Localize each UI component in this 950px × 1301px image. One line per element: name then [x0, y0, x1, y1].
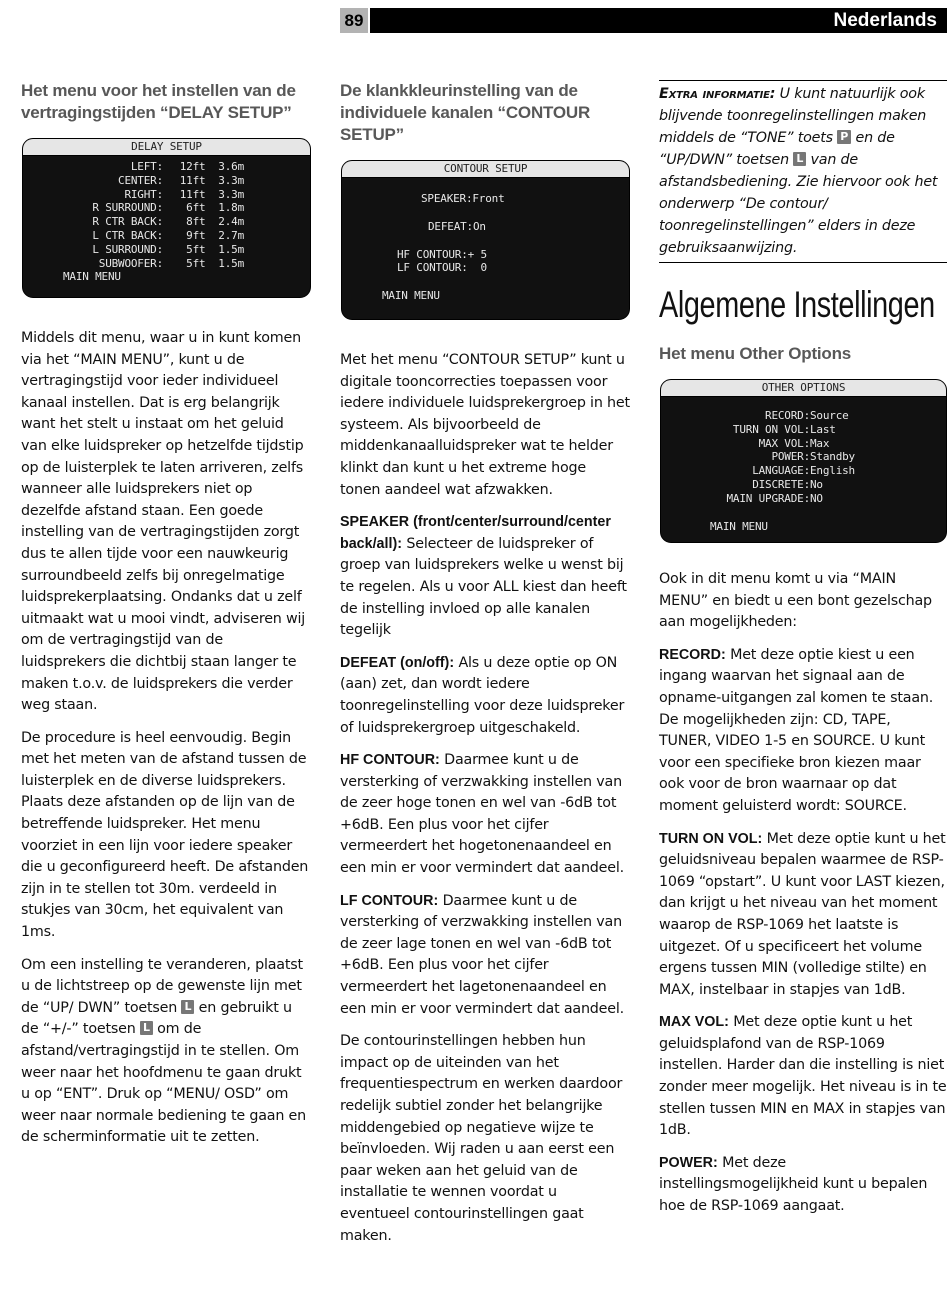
- language-label: Nederlands: [833, 10, 937, 31]
- osd-title: DELAY SETUP: [23, 139, 310, 156]
- osd-row: DEFEAT:On: [428, 219, 486, 233]
- column-general-settings: [659, 80, 947, 1229]
- extra-info-heading: Extra informatie:: [659, 86, 776, 102]
- osd-row: SUBWOOFER: 5ft 1.5m: [98, 256, 244, 270]
- page-number: 89: [340, 8, 368, 33]
- contour-paragraph-last: De contourinstellingen hebben hun impact op de uiteinden van het frequentiespectrum en werken daardoor redelijk subtiel zonder het belangrijke middengebied op negatieve wijze te beïnvloeden. Wij raden u aan eerst een paar weken aan het geluid van de installatie te wennen voordat u eventueel contourinstellingen gaat maken.: [340, 1033, 623, 1244]
- osd-row: L SURROUND: 5ft 1.5m: [92, 242, 244, 256]
- hf-contour-option: HF CONTOUR: Daarmee kunt u de versterking of verzwakking instellen van de zeer hoge tonen en wel van -6dB tot +6dB. Een plus voor het cijfer vermeerdert het hogetonenaandeel en een min er voor vermindert dat aandeel.: [340, 752, 624, 877]
- osd-body: [661, 397, 946, 543]
- delay-paragraph-3: Om een instelling te veranderen, plaatst u de lichtstreep op de gewenste lijn met de “UP/ DWN” toetsen L en gebruikt u de “+/-” toetsen L om de afstand/vertragingstijd in te stellen. Om weer naar het hoofdmenu te gaan drukt u op “ENT”. Druk op “MENU/ OSD” om weer naar normale bediening te gaan en de scherminformatie uit te zetten.: [21, 956, 306, 1146]
- osd-row: LANGUAGE:English: [752, 464, 855, 478]
- osd-row: CENTER: 11ft 3.3m: [118, 173, 244, 187]
- osd-body: [342, 178, 629, 313]
- contour-heading: De klankkleurinstelling van de individuele kanalen “CONTOUR SETUP”: [340, 81, 591, 144]
- osd-row: RECORD:Source: [765, 409, 849, 422]
- osd-title: OTHER OPTIONS: [661, 380, 946, 397]
- other-options-heading: Het menu Other Options: [659, 344, 852, 363]
- osd-row: R CTR BACK: 8ft 2.4m: [92, 215, 244, 229]
- osd-row: R SURROUND: 6ft 1.8m: [92, 201, 244, 215]
- column-contour-setup: [340, 80, 630, 1258]
- osd-row: MAIN UPGRADE:NO: [726, 491, 823, 505]
- osd-footer: MAIN MENU: [710, 519, 768, 533]
- osd-footer: MAIN MENU: [63, 270, 121, 284]
- osd-row: TURN ON VOL:Last: [732, 422, 836, 436]
- other-options-intro: Ook in dit menu komt u via “MAIN MENU” en biedt u een bont gezelschap aan mogelijkheden:: [659, 571, 932, 631]
- osd-row: SPEAKER:Front: [421, 192, 505, 205]
- osd-row: DISCRETE:No: [752, 477, 823, 491]
- section-title: Algemene Instellingen: [659, 284, 935, 325]
- remote-key-icon: P: [837, 130, 851, 144]
- osd-title: CONTOUR SETUP: [342, 161, 629, 178]
- osd-row: L CTR BACK: 9ft 2.7m: [92, 228, 244, 242]
- osd-row: POWER:Standby: [771, 450, 855, 464]
- header-bar: [370, 8, 947, 33]
- max-vol-option: MAX VOL: Met deze optie kunt u het geluidsplafond van de RSP-1069 instellen. Harder dan die instelling is niet zonder meer mogelijk. Het niveau is in te stellen tussen MIN en MAX in stapjes van 1dB.: [659, 1014, 947, 1139]
- delay-heading: Het menu voor het instellen van de vertragingstijden “DELAY SETUP”: [21, 81, 296, 122]
- record-option: RECORD: Met deze optie kiest u een ingang waarvan het signaal aan de opname-uitgangen zal komen te staan. De mogelijkheden zijn: CD, TAPE, TUNER, VIDEO 1-5 en SOURCE. U kunt voor een specifieke bron kiezen maar ook voor de bron waarnaar op dat moment geluisterd wordt: SOURCE.: [659, 646, 934, 814]
- osd-row: LEFT: 12ft 3.6m: [130, 160, 244, 173]
- osd-row: LF CONTOUR: 0: [397, 261, 487, 275]
- remote-key-icon: L: [793, 152, 806, 166]
- osd-body: [23, 156, 310, 294]
- delay-paragraph-2: De procedure is heel eenvoudig. Begin met het meten van de afstand tussen de luisterplek en de diverse luidsprekers. Plaats deze afstanden op de lijn van de betreffende luidspreker. Het menu voorziet in een lijn voor iedere speaker die u geconfigureerd heeft. De afstanden zijn in te stellen tot 30m. verdeeld in stukjes van 30cm, het equivalent van 1ms.: [21, 729, 309, 941]
- turn-on-vol-option: TURN ON VOL: Met deze optie kunt u het geluidsniveau bepalen waarmee de RSP-1069 “opstart”. U kunt voor LAST kiezen, dan krijgt u het niveau van het moment waarop de RSP-1069 het laatste is uitgezet. Of u specificeert het volume ergens tussen MIN (volledige stilte) en MAX, instelbaar in stapjes van 1dB.: [659, 830, 946, 998]
- contour-paragraph-1: Met het menu “CONTOUR SETUP” kunt u digitale tooncorrecties toepassen voor iedere individuele luidsprekergroep in het systeem. Als bijvoorbeeld de middenkanaalluidspreker wat te helder klinkt dan kunt u het extreme hoge tonen aandeel wat afzwakken.: [340, 352, 630, 498]
- osd-footer: MAIN MENU: [382, 289, 440, 303]
- power-option: POWER: Met deze instellingsmogelijkheid kunt u bepalen hoe de RSP-1069 aangaat.: [659, 1154, 928, 1215]
- extra-info-box: Extra informatie: U kunt natuurlijk ook blijvende toonregelinstellingen maken middels de “TONE” toets P en de “UP/DWN” toetsen L van de afstandsbediening. Zie hiervoor ook het onderwerp “De contour/ toonregelinstellingen” elders in deze gebruiksaanwijzing.: [659, 80, 947, 263]
- speaker-option: SPEAKER (front/center/surround/center back/all): Selecteer de luidspreker of groep van luidsprekers welke u wenst bij te regelen. Als u voor ALL kiest dan heeft de instelling invloed op alle kanalen tegelijk: [340, 514, 627, 639]
- osd-row: HF CONTOUR:+ 5: [397, 247, 487, 261]
- lf-contour-option: LF CONTOUR: Daarmee kunt u de versterking of verzwakking instellen van de zeer lage tonen en wel van -6dB tot +6dB. Een plus voor het cijfer vermeerdert het lagetonenaandeel en een min er voor vermindert dat aandeel.: [340, 892, 624, 1017]
- osd-row: RIGHT: 11ft 3.3m: [124, 187, 244, 201]
- remote-key-icon: L: [140, 1021, 153, 1035]
- defeat-option: DEFEAT (on/off): Als u deze optie op ON (aan) zet, dan wordt iedere toonregelinstelling voor deze luidspreker of luidsprekergroep uitgeschakeld.: [340, 654, 625, 736]
- remote-key-icon: L: [181, 1000, 194, 1014]
- column-delay-setup: [21, 80, 311, 1160]
- delay-setup-osd: [22, 138, 311, 298]
- osd-row: MAX VOL:Max: [758, 436, 830, 450]
- contour-setup-osd: [341, 160, 630, 320]
- other-options-osd: [660, 379, 947, 543]
- delay-paragraph-1: Middels dit menu, waar u in kunt komen via het “MAIN MENU”, kunt u de vertragingstijd voor ieder individueel kanaal instellen. Dat is erg belangrijk want het stelt u instaat om het geluid van elke luidspreker op hetzelfde tijdstip op de luisterplek te laten arriveren, zelfs wanneer alle luidsprekers niet op dezelfde afstand staan. Een goede instelling van de vertragingstijden zorgt dus te allen tijde voor een nauwkeurig surroundbeeld zelfs bij onregelmatige luidsprekerplaatsing. Ondanks dat u zelf uitmaakt wat u mooi vindt, adviseren wij om de vertragingstijd van de luidsprekers die dichtbij staan langer te maken t.o.v. de luidsprekers die verder weg staan.: [21, 330, 306, 714]
